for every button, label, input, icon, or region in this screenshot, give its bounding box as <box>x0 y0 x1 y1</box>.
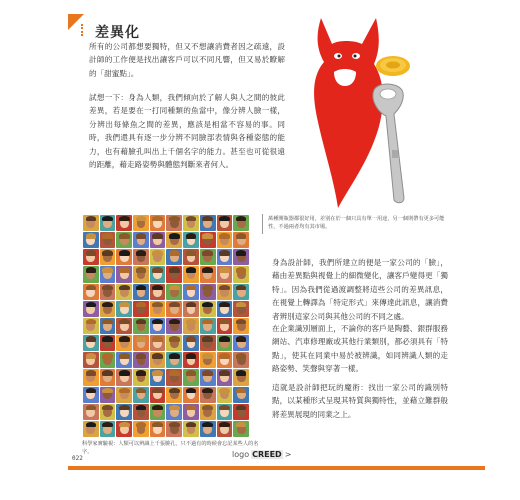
portrait-tile <box>100 215 116 231</box>
portrait-tile <box>116 301 132 317</box>
portrait-tile <box>217 232 233 248</box>
portrait-tile <box>100 352 116 368</box>
portrait-tile <box>183 352 199 368</box>
portrait-tile <box>116 369 132 385</box>
portrait-tile <box>100 404 116 420</box>
portrait-tile <box>100 249 116 265</box>
portrait-tile <box>217 369 233 385</box>
page-title: 差異化 <box>95 25 140 41</box>
portrait-tile <box>116 249 132 265</box>
portrait-tile <box>233 352 249 368</box>
portrait-tile <box>217 266 233 282</box>
title-dotted-marker <box>81 24 85 36</box>
portrait-tile <box>200 404 216 420</box>
portrait-tile <box>150 284 166 300</box>
portrait-tile <box>133 387 149 403</box>
portrait-tile <box>150 266 166 282</box>
portrait-tile <box>150 215 166 231</box>
portrait-tile <box>217 284 233 300</box>
portrait-tile <box>233 404 249 420</box>
magic-paragraph: 這就是設計師把玩的魔術：找出一家公司的識別特點，以某種形式呈現其特質與獨特性，並藉立難群般將差異展現的同業之上。 <box>272 383 448 419</box>
portrait-tile <box>100 369 116 385</box>
portrait-tile <box>116 318 132 334</box>
portrait-tile <box>166 387 182 403</box>
portrait-tile <box>150 249 166 265</box>
portrait-tile <box>133 301 149 317</box>
portrait-tile <box>83 215 99 231</box>
portrait-tile <box>150 335 166 351</box>
portrait-tile <box>200 232 216 248</box>
portrait-tile <box>100 387 116 403</box>
portrait-tile <box>233 215 249 231</box>
portrait-tile <box>200 284 216 300</box>
portrait-tile <box>150 301 166 317</box>
portrait-tile <box>233 335 249 351</box>
portrait-tile <box>150 318 166 334</box>
portrait-tile <box>133 232 149 248</box>
portrait-tile <box>116 404 132 420</box>
portrait-tile <box>166 284 182 300</box>
portrait-tile <box>83 266 99 282</box>
portrait-tile <box>116 266 132 282</box>
portrait-tile <box>183 266 199 282</box>
portrait-tile <box>183 249 199 265</box>
portrait-tile <box>100 421 116 437</box>
portrait-tile <box>133 404 149 420</box>
portrait-tile <box>200 335 216 351</box>
portrait-tile <box>116 421 132 437</box>
portrait-tile <box>200 369 216 385</box>
portrait-tile <box>200 215 216 231</box>
portrait-tile <box>166 249 182 265</box>
portrait-tile <box>217 421 233 437</box>
portrait-tile <box>166 421 182 437</box>
portrait-tile <box>166 404 182 420</box>
portrait-tile <box>100 232 116 248</box>
portrait-tile <box>116 352 132 368</box>
portrait-tile <box>217 249 233 265</box>
portrait-tile <box>83 301 99 317</box>
portrait-tile <box>233 249 249 265</box>
portrait-tile <box>166 215 182 231</box>
identity-paragraph: 在企業識別層面上，不論你的客戶是陶藝、銀群服務網站、汽車修理廠或其他行業類別，都必須具有「特點」，使其在同業中易於被辨識，如同辨識人類的走路姿勢、笑聲與穿著一樣。 <box>272 324 448 374</box>
portrait-tile <box>233 301 249 317</box>
portrait-tile <box>166 318 182 334</box>
portrait-tile <box>133 421 149 437</box>
portrait-tile <box>183 318 199 334</box>
bottom-accent-bar <box>68 466 485 470</box>
portrait-tile <box>233 318 249 334</box>
logo-prefix: logo <box>232 450 250 459</box>
portrait-tile <box>116 335 132 351</box>
portrait-tile <box>133 249 149 265</box>
portrait-tile <box>133 266 149 282</box>
portrait-tile <box>100 284 116 300</box>
portrait-tile <box>116 284 132 300</box>
portrait-tile <box>133 318 149 334</box>
portrait-tile <box>183 284 199 300</box>
portrait-tile <box>150 421 166 437</box>
portrait-tile <box>83 232 99 248</box>
portrait-tile <box>133 352 149 368</box>
caption-rule <box>262 214 263 234</box>
second-paragraph: 試想一下：身為人類，我們傾向於了解人與人之間的彼此差異，若是要在一打同種類的魚當中，像分辨人臉一樣，分辨出每條魚之間的差異，應該是相當不容易的事。同時，我們還具有逐一步分辨不同臉部表情與各種姿態的能力，也有藉臉孔叫出上千個名字的能力。甚至也可從很遠的距離，藉走路姿勢與體態判斷來者何人。 <box>89 93 285 170</box>
portrait-tile <box>150 369 166 385</box>
portrait-tile <box>166 266 182 282</box>
portrait-tile <box>133 335 149 351</box>
intro-paragraph: 所有的公司都想要獨特，但又不想讓消費者因之疏遠，設計師的工作便是找出讓客戶可以不同凡響，但又易於瞭解的「甜蜜點」。 <box>89 42 285 78</box>
portrait-tile <box>183 335 199 351</box>
portrait-tile <box>200 266 216 282</box>
portrait-tile <box>200 387 216 403</box>
portrait-tile <box>100 301 116 317</box>
portrait-tile <box>133 215 149 231</box>
portrait-tile <box>200 421 216 437</box>
portrait-tile <box>166 232 182 248</box>
portrait-tile <box>200 301 216 317</box>
portrait-tile <box>200 352 216 368</box>
portrait-tile <box>217 215 233 231</box>
portrait-tile <box>217 318 233 334</box>
portrait-tile <box>116 232 132 248</box>
metal-bottle-opener-image <box>368 80 414 206</box>
portrait-tile <box>83 387 99 403</box>
portrait-tile <box>150 387 166 403</box>
logo-brand: CREED <box>252 450 282 459</box>
bottle-cap-image <box>374 52 412 78</box>
portrait-tile <box>183 387 199 403</box>
portrait-tile <box>233 232 249 248</box>
portrait-tile <box>183 215 199 231</box>
portrait-tile <box>100 335 116 351</box>
logo-creed <box>232 450 291 459</box>
designer-paragraph: 身為設計師，我們所建立的便是一家公司的「臉」，藉由差異點與視覺上的細微變化，讓客戶變得更「獨特」。因為我們從過渡調整將這些公司的差異訊息，在視覺上轉譯為「特定形式」來傳達此訊息，讓消費者辨別這家公司與其他公司的不同之處。 <box>272 258 448 321</box>
page-number: 022 <box>72 455 83 462</box>
portrait-tile <box>217 352 233 368</box>
portrait-tile <box>200 249 216 265</box>
portrait-tile <box>83 352 99 368</box>
portrait-tile <box>83 318 99 334</box>
portrait-tile <box>183 421 199 437</box>
opener-caption: 萬種開瓶器都很好用，差別在於一個只具有單一用途，另一個則帶有更多可能性，不過兩者均有其市場。 <box>268 216 445 230</box>
portrait-tile <box>217 301 233 317</box>
portrait-tile <box>183 369 199 385</box>
portrait-tile <box>150 352 166 368</box>
portrait-tile <box>133 284 149 300</box>
portrait-tile <box>166 301 182 317</box>
portrait-tile <box>150 232 166 248</box>
portrait-tile <box>166 335 182 351</box>
portrait-tile <box>83 284 99 300</box>
portrait-tile <box>233 266 249 282</box>
portrait-tile <box>183 404 199 420</box>
portrait-tile <box>233 284 249 300</box>
portrait-tile <box>166 352 182 368</box>
portrait-tile <box>83 249 99 265</box>
portrait-tile <box>166 369 182 385</box>
portrait-tile <box>83 421 99 437</box>
portrait-tile <box>150 404 166 420</box>
portrait-tile <box>83 369 99 385</box>
portrait-tile <box>183 232 199 248</box>
portrait-tile <box>217 387 233 403</box>
portrait-tile <box>217 335 233 351</box>
portrait-tile <box>233 369 249 385</box>
portrait-tile <box>133 369 149 385</box>
portrait-tile <box>217 404 233 420</box>
portrait-tile <box>83 335 99 351</box>
portrait-tile <box>183 301 199 317</box>
faces-caption: 科學家實驗視：人類可以辨識上千張臉孔，只不過有的時候會忘記某些人的名字。 <box>82 441 259 455</box>
faces-grid-image <box>82 214 250 438</box>
portrait-tile <box>200 318 216 334</box>
portrait-tile <box>83 404 99 420</box>
portrait-tile <box>233 387 249 403</box>
portrait-tile <box>116 387 132 403</box>
portrait-tile <box>100 266 116 282</box>
portrait-tile <box>100 318 116 334</box>
portrait-tile <box>116 215 132 231</box>
portrait-tile <box>233 421 249 437</box>
logo-suffix: > <box>284 450 292 459</box>
